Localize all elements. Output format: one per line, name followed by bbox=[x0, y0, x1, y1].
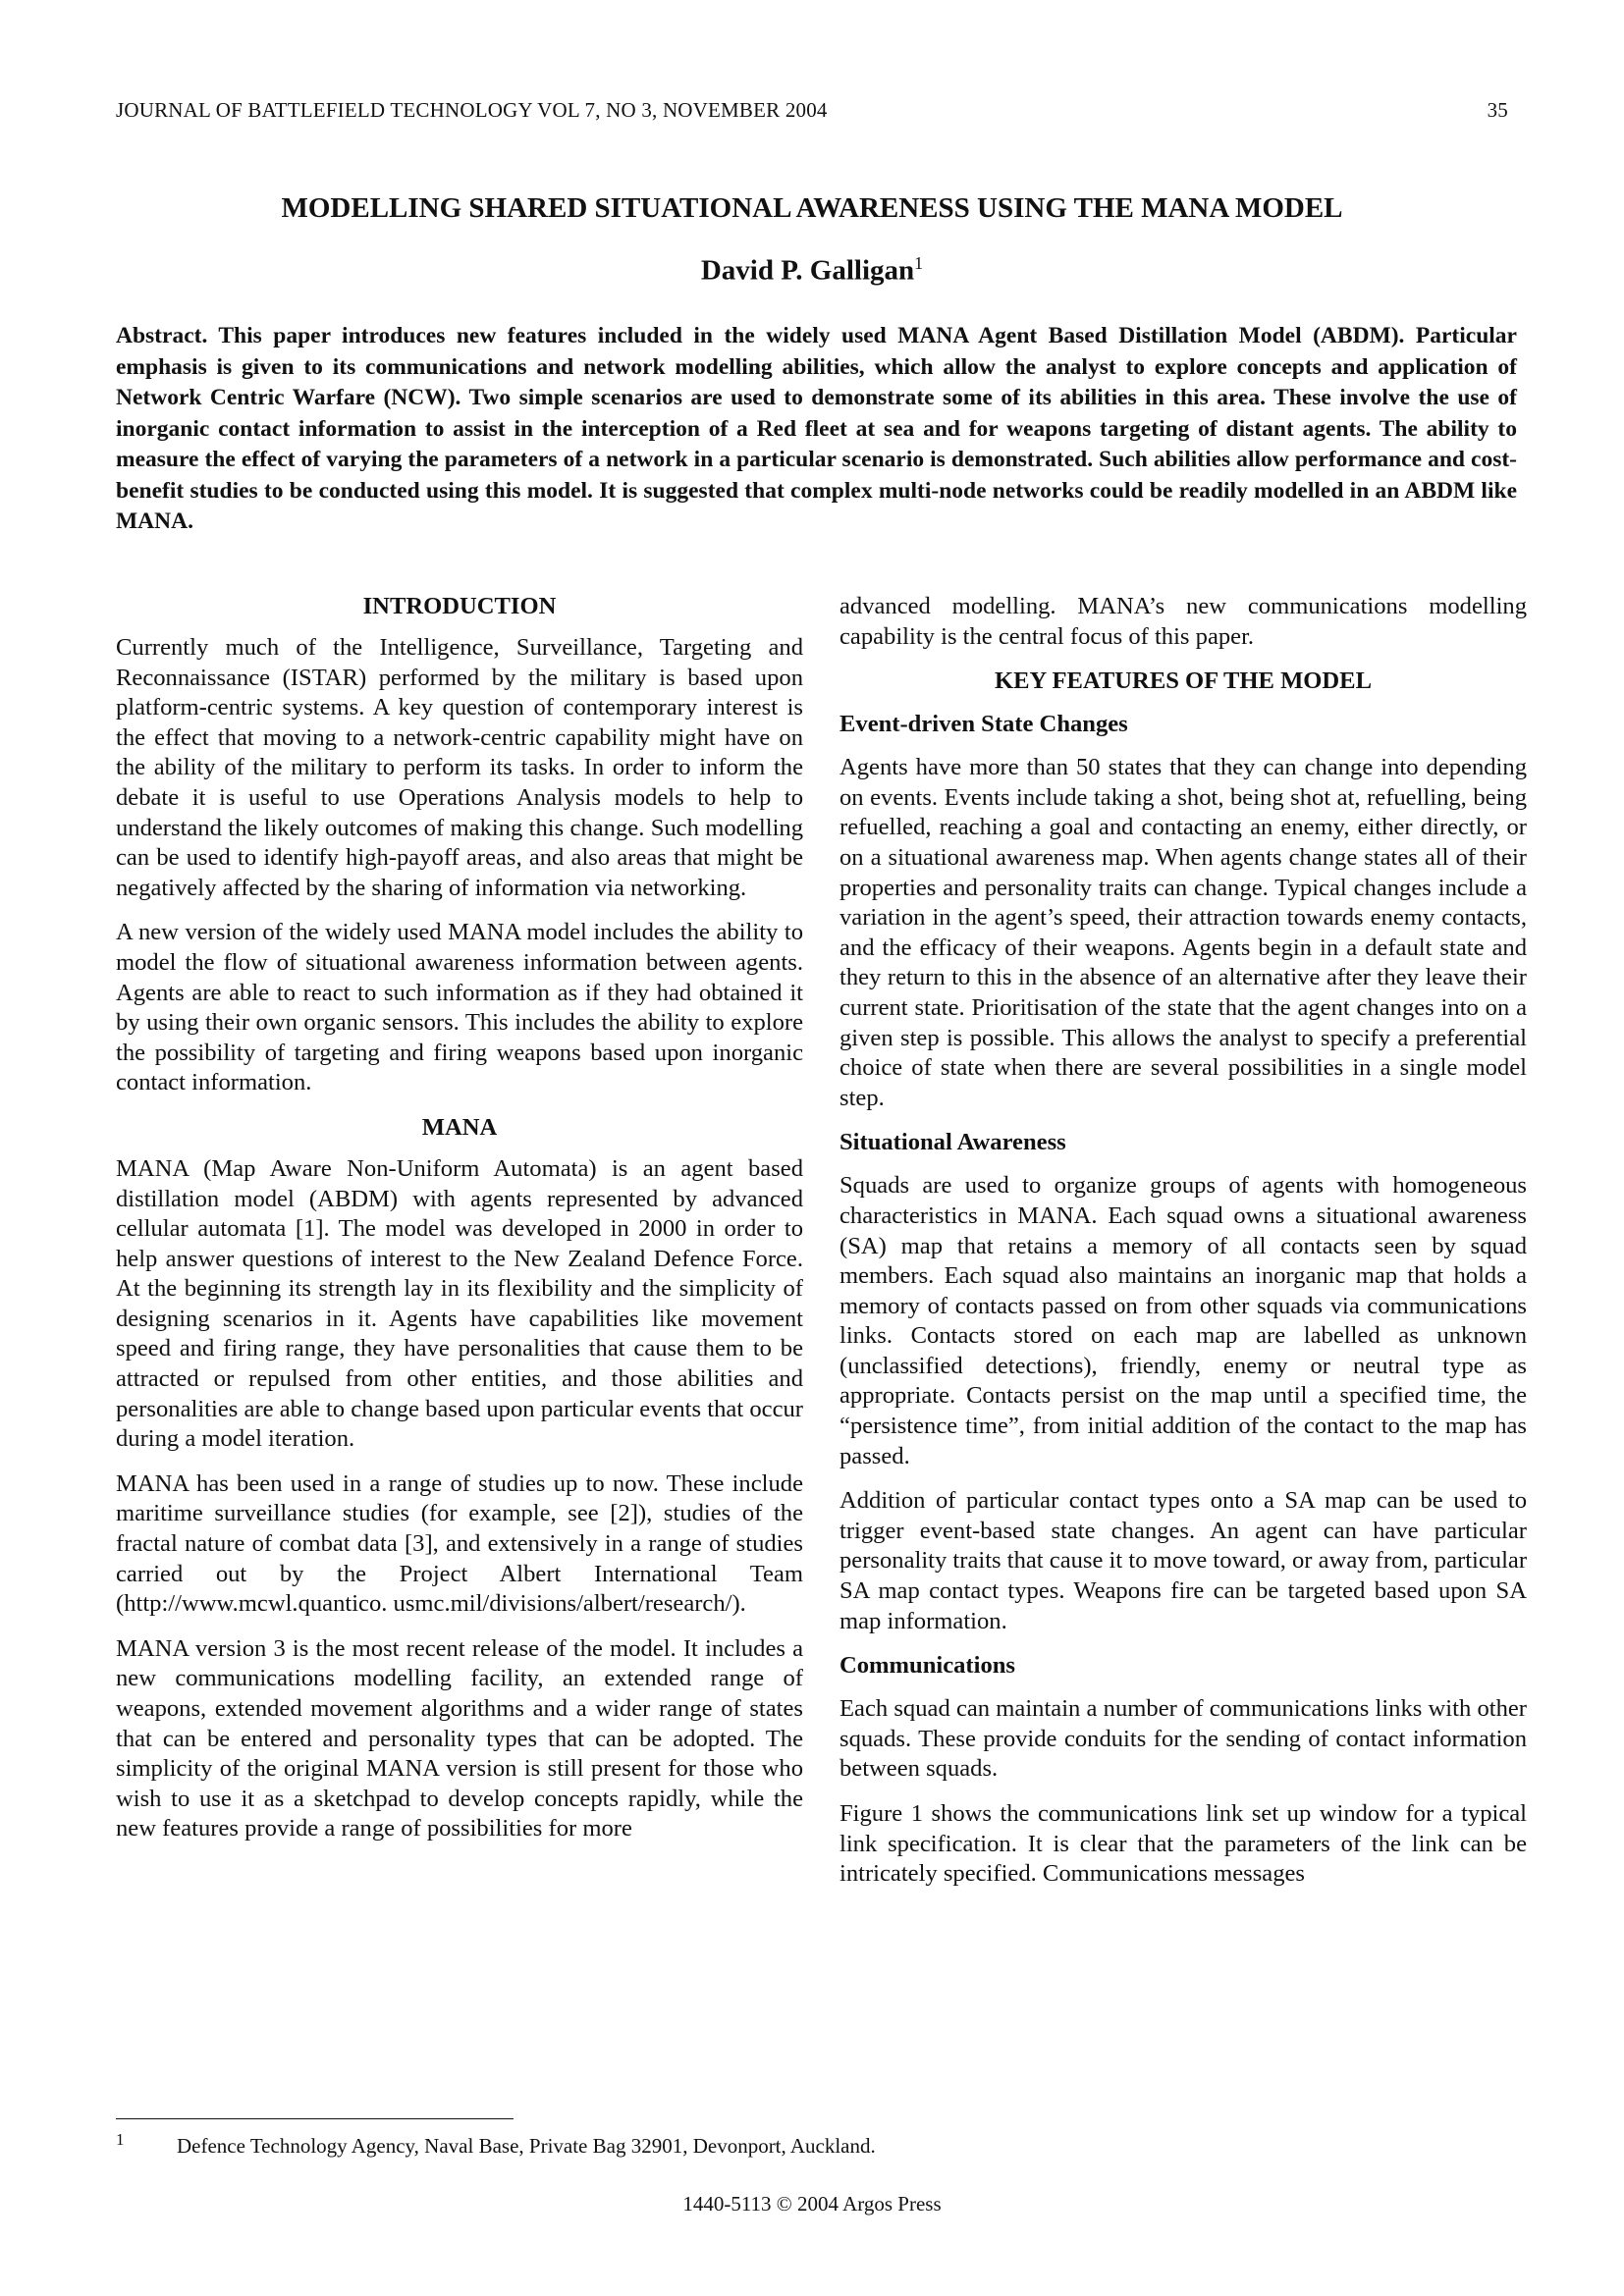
issn-copyright: 1440-5113 © 2004 Argos Press bbox=[682, 2192, 942, 2216]
abstract: Abstract. This paper introduces new features included in the widely used MANA Agent Based Distillation Model (ABDM). Particular emphasis is given to its communications and network modelling abilities, which allow the analyst to explore concepts and application of Network Centric Warfare (NCW). Two simple scenarios are used to demonstrate some of its abilities in this area. These involve the use of inorganic contact information to assist in the interception of a Red fleet at sea and for weapons targeting of distant agents. The ability to measure the effect of varying the parameters of a network in a particular scenario is demonstrated. Such abilities allow performance and cost-benefit studies to be conducted using this model. It is suggested that complex multi-node networks could be readily modelled in an ABDM like MANA. bbox=[116, 323, 1517, 534]
right-column bbox=[839, 592, 1527, 1904]
section-heading-key-features: KEY FEATURES OF THE MODEL bbox=[995, 667, 1372, 695]
journal-info: JOURNAL OF BATTLEFIELD TECHNOLOGY VOL 7, NO 3, NOVEMBER 2004 bbox=[116, 98, 828, 122]
author-footnote-mark: 1 bbox=[914, 253, 924, 273]
paragraph: Figure 1 shows the communications link set up window for a typical link specification. It is clear that the parameters of the link can be intricately specified. Communications messages bbox=[839, 1800, 1527, 1888]
paragraph: Squads are used to organize groups of agents with homogeneous characteristics in MANA. Each squad owns a situational awareness (SA) map that retains a memory of all contacts seen by squad members. Each squad also maintains an inorganic map that holds a memory of contacts passed on from other squads via communications links. Contacts stored on each map are labelled as unknown (unclassified detections), friendly, enemy or neutral type as appropriate. Contacts persist on the map until a specified time, the “persistence time”, from initial addition of the contact to the map has passed. bbox=[839, 1172, 1527, 1469]
paragraph: Each squad can maintain a number of communications links with other squads. These provide conduits for the sending of contact information between squads. bbox=[839, 1695, 1527, 1783]
paragraph: advanced modelling. MANA’s new communications modelling capability is the central focus of this paper. bbox=[839, 593, 1527, 650]
paragraph: Agents have more than 50 states that they can change into depending on events. Events include taking a shot, being shot at, refuelling, being refuelled, reaching a goal and contacting an enemy, either directly, or on a situational awareness map. When agents change states all of their properties and personality traits can change. Typical changes include a variation in the agent’s speed, their attraction towards enemy contacts, and the efficacy of their weapons. Agents begin in a default state and they return to this in the absence of an alternative after they leave their current state. Prioritisation of the state that the agent changes into on a given step is possible. This allows the analyst to specify a preferential choice of state when there are several possibilities in a single model step. bbox=[839, 754, 1527, 1111]
footnote-text: Defence Technology Agency, Naval Base, Private Bag 32901, Devonport, Auckland. bbox=[177, 2134, 876, 2158]
paragraph: MANA has been used in a range of studies up to now. These include maritime surveillance studies (for example, see [2]), studies of the fractal nature of combat data [3], and extensively in a range of studies carried out by the Project Albert International Team (http://www.mcwl.quantico. usmc.mil/divisions/albert/research/). bbox=[116, 1469, 803, 1618]
subsection-heading-communications: Communications bbox=[839, 1652, 1016, 1680]
footnote bbox=[116, 2130, 1098, 2159]
footnote-mark: 1 bbox=[116, 2130, 125, 2149]
paragraph: MANA (Map Aware Non-Uniform Automata) is an agent based distillation model (ABDM) with agents represented by advanced cellular automata [1]. The model was developed in 2000 in order to help answer questions of interest to the New Zealand Defence Force. At the beginning its strength lay in its flexibility and the simplicity of designing scenarios in it. Agents have capabilities like movement speed and firing range, they have personalities that cause them to be attracted or repulsed from other entities, and those abilities and personalities are able to change based upon particular events that occur during a model iteration. bbox=[116, 1154, 803, 1453]
subsection-heading-situational-awareness: Situational Awareness bbox=[839, 1129, 1066, 1156]
paragraph: Currently much of the Intelligence, Surveillance, Targeting and Reconnaissance (ISTAR) performed by the military is based upon platform-centric systems. A key question of contemporary interest is the effect that moving to a network-centric capability might have on the ability of the military to perform its tasks. In order to inform the debate it is useful to use Operations Analysis models to help to understand the likely outcomes of making this change. Such modelling can be used to identify high-payoff areas, and also areas that might be negatively affected by the sharing of information via networking. bbox=[116, 634, 803, 901]
left-column bbox=[116, 592, 803, 1859]
author-line bbox=[116, 253, 1508, 288]
author-name: David P. Galligan bbox=[700, 254, 915, 287]
subsection-heading-event-driven: Event-driven State Changes bbox=[839, 711, 1128, 738]
paragraph: MANA version 3 is the most recent release of the model. It includes a new communications modelling facility, an extended range of weapons, extended movement algorithms and a wider range of states that can be entered and personality types that can be adopted. The simplicity of the original MANA version is still present for those who wish to use it as a sketchpad to develop concepts rapidly, while the new features provide a range of possibilities for more bbox=[116, 1634, 803, 1842]
running-head bbox=[116, 98, 1508, 123]
paragraph: Addition of particular contact types onto a SA map can be used to trigger event-based state changes. An agent can have particular personality traits that cause it to move toward, or away from, particular SA map contact types. Weapons fire can be targeted based upon SA map information. bbox=[839, 1487, 1528, 1634]
footnote-divider bbox=[116, 2118, 514, 2119]
paragraph: A new version of the widely used MANA model includes the ability to model the flow of situational awareness information between agents. Agents are able to react to such information as if they had obtained it by using their own organic sensors. This includes the ability to explore the possibility of targeting and firing weapons based upon inorganic contact information. bbox=[116, 919, 803, 1096]
paper-title: MODELLING SHARED SITUATIONAL AWARENESS USING THE MANA MODEL bbox=[281, 192, 1343, 224]
section-heading-introduction: INTRODUCTION bbox=[362, 593, 557, 619]
section-heading-mana: MANA bbox=[421, 1113, 498, 1141]
page-number: 35 bbox=[1487, 98, 1508, 122]
